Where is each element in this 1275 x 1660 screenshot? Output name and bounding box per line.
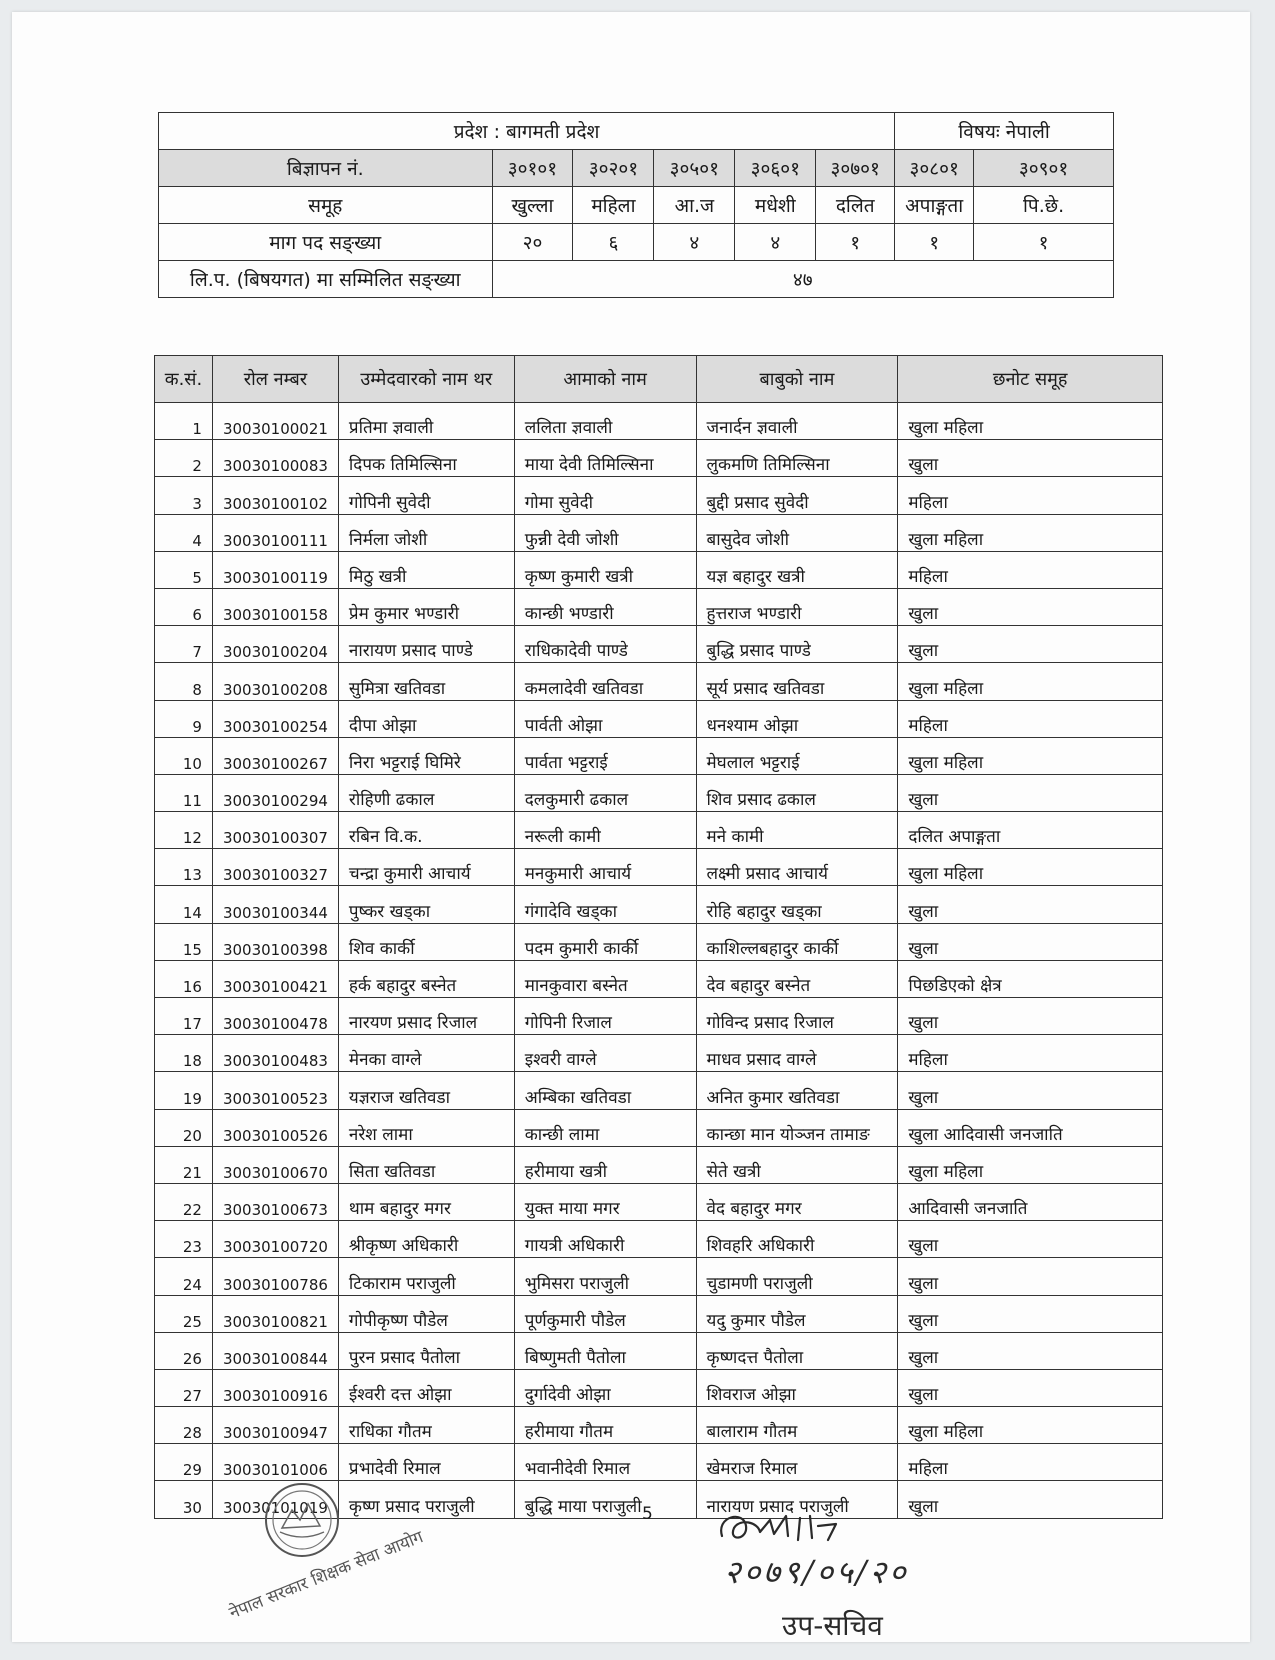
col-header-father: बाबुको नाम (696, 356, 898, 403)
row-roll-number: 30030100204 (212, 626, 338, 663)
row-roll-number: 30030100254 (212, 700, 338, 737)
row-roll-number: 30030100083 (212, 440, 338, 477)
row-father-name: यदु कुमार पौडेल (696, 1295, 898, 1332)
row-candidate-name: गोपीकृष्ण पौडेल (338, 1295, 514, 1332)
ad-number: ३०२०१ (573, 150, 654, 187)
row-father-name: काशिल्लबहादुर कार्की (696, 923, 898, 960)
row-serial-number: 23 (155, 1221, 213, 1258)
row-roll-number: 30030100344 (212, 886, 338, 923)
row-serial-number: 24 (155, 1258, 213, 1295)
row-roll-number: 30030100720 (212, 1221, 338, 1258)
row-candidate-name: ईश्वरी दत्त ओझा (338, 1369, 514, 1406)
row-roll-number: 30030100478 (212, 998, 338, 1035)
row-serial-number: 28 (155, 1407, 213, 1444)
row-roll-number: 30030100327 (212, 849, 338, 886)
row-mother-name: राधिकादेवी पाण्डे (514, 626, 696, 663)
ad-number-row (159, 150, 1114, 187)
row-roll-number: 30030101006 (212, 1444, 338, 1481)
document-page (12, 12, 1250, 1642)
row-selection-group: खुला (898, 774, 1163, 811)
row-mother-name: बुद्धि माया पराजुली (514, 1481, 696, 1518)
row-candidate-name: प्रेम कुमार भण्डारी (338, 588, 514, 625)
row-serial-number: 20 (155, 1109, 213, 1146)
row-father-name: मेघलाल भट्टराई (696, 737, 898, 774)
signature-mark (714, 1506, 854, 1552)
row-roll-number: 30030100523 (212, 1072, 338, 1109)
row-roll-number: 30030100916 (212, 1369, 338, 1406)
col-header-mother: आमाको नाम (514, 356, 696, 403)
ad-number: ३०६०१ (735, 150, 816, 187)
row-candidate-name: प्रभादेवी रिमाल (338, 1444, 514, 1481)
row-roll-number: 30030100021 (212, 403, 338, 440)
row-candidate-name: सिता खतिवडा (338, 1146, 514, 1183)
row-serial-number: 11 (155, 774, 213, 811)
post-count: ६ (573, 224, 654, 261)
row-selection-group: खुला (898, 1221, 1163, 1258)
row-serial-number: 7 (155, 626, 213, 663)
row-selection-group: खुला महिला (898, 663, 1163, 700)
row-candidate-name: शिव कार्की (338, 923, 514, 960)
row-selection-group: महिला (898, 1444, 1163, 1481)
row-selection-group: खुला महिला (898, 514, 1163, 551)
table-row (155, 514, 1163, 551)
row-candidate-name: दिपक तिमिल्सिना (338, 440, 514, 477)
table-row (155, 663, 1163, 700)
col-header-roll: रोल नम्बर (212, 356, 338, 403)
group-name: खुल्ला (492, 187, 573, 224)
row-roll-number: 30030100398 (212, 923, 338, 960)
row-mother-name: गोपिनी रिजाल (514, 998, 696, 1035)
row-serial-number: 13 (155, 849, 213, 886)
row-father-name: लक्ष्मी प्रसाद आचार्य (696, 849, 898, 886)
row-mother-name: ललिता ज्ञवाली (514, 403, 696, 440)
row-serial-number: 17 (155, 998, 213, 1035)
table-row (155, 1183, 1163, 1220)
row-father-name: कृष्णदत्त पैतोला (696, 1332, 898, 1369)
row-serial-number: 3 (155, 477, 213, 514)
province-label: प्रदेश : बागमती प्रदेश (159, 113, 895, 150)
row-candidate-name: पुरन प्रसाद पैतोला (338, 1332, 514, 1369)
row-mother-name: माया देवी तिमिल्सिना (514, 440, 696, 477)
group-name: मधेशी (735, 187, 816, 224)
row-father-name: बालाराम गौतम (696, 1407, 898, 1444)
row-father-name: शिव प्रसाद ढकाल (696, 774, 898, 811)
row-selection-group: खुला (898, 440, 1163, 477)
row-roll-number: 30030100111 (212, 514, 338, 551)
written-exam-count: ४७ (492, 261, 1114, 298)
row-roll-number: 30030100119 (212, 551, 338, 588)
row-serial-number: 10 (155, 737, 213, 774)
row-mother-name: दुर्गादेवी ओझा (514, 1369, 696, 1406)
group-name: अपाङ्गता (895, 187, 974, 224)
row-mother-name: इश्वरी वाग्ले (514, 1035, 696, 1072)
row-mother-name: गंगादेवि खड्का (514, 886, 696, 923)
table-row (155, 774, 1163, 811)
row-selection-group: खुला (898, 588, 1163, 625)
group-name: महिला (573, 187, 654, 224)
table-row (155, 1146, 1163, 1183)
row-mother-name: मनकुमारी आचार्य (514, 849, 696, 886)
row-candidate-name: सुमित्रा खतिवडा (338, 663, 514, 700)
group-name: दलित (816, 187, 895, 224)
row-candidate-name: गोपिनी सुवेदी (338, 477, 514, 514)
ad-number: ३०१०१ (492, 150, 573, 187)
row-mother-name: भुमिसरा पराजुली (514, 1258, 696, 1295)
row-candidate-name: चन्द्रा कुमारी आचार्य (338, 849, 514, 886)
row-serial-number: 19 (155, 1072, 213, 1109)
row-mother-name: भवानीदेवी रिमाल (514, 1444, 696, 1481)
col-header-group: छनोट समूह (898, 356, 1163, 403)
table-row (155, 998, 1163, 1035)
row-roll-number: 30030100947 (212, 1407, 338, 1444)
row-candidate-name: हर्क बहादुर बस्नेत (338, 960, 514, 997)
row-selection-group: आदिवासी जनजाति (898, 1183, 1163, 1220)
row-father-name: मने कामी (696, 812, 898, 849)
row-serial-number: 2 (155, 440, 213, 477)
row-father-name: यज्ञ बहादुर खत्री (696, 551, 898, 588)
row-candidate-name: कृष्ण प्रसाद पराजुली (338, 1481, 514, 1518)
group-row (159, 187, 1114, 224)
ad-number: ३०८०१ (895, 150, 974, 187)
row-selection-group: खुला महिला (898, 737, 1163, 774)
row-serial-number: 9 (155, 700, 213, 737)
table-row (155, 626, 1163, 663)
row-mother-name: बिष्णुमती पैतोला (514, 1332, 696, 1369)
table-row (155, 1369, 1163, 1406)
row-father-name: जनार्दन ज्ञवाली (696, 403, 898, 440)
row-selection-group: महिला (898, 1035, 1163, 1072)
seal-text: नेपाल सरकार शिक्षक सेवा आयोग (226, 1527, 427, 1624)
table-row (155, 551, 1163, 588)
row-candidate-name: प्रतिमा ज्ञवाली (338, 403, 514, 440)
row-selection-group: महिला (898, 477, 1163, 514)
row-selection-group: खुला (898, 923, 1163, 960)
row-roll-number: 30030100673 (212, 1183, 338, 1220)
row-candidate-name: टिकाराम पराजुली (338, 1258, 514, 1295)
table-row (155, 700, 1163, 737)
subject-label: विषयः नेपाली (895, 113, 1114, 150)
row-father-name: कान्छा मान योञ्जन तामाङ (696, 1109, 898, 1146)
row-roll-number: 30030100786 (212, 1258, 338, 1295)
row-candidate-name: निरा भट्टराई घिमिरे (338, 737, 514, 774)
row-candidate-name: मेनका वाग्ले (338, 1035, 514, 1072)
row-roll-number: 30030100294 (212, 774, 338, 811)
row-serial-number: 21 (155, 1146, 213, 1183)
row-candidate-name: दीपा ओझा (338, 700, 514, 737)
row-roll-number: 30030100102 (212, 477, 338, 514)
row-serial-number: 26 (155, 1332, 213, 1369)
row-mother-name: पार्वती ओझा (514, 700, 696, 737)
row-father-name: खेमराज रिमाल (696, 1444, 898, 1481)
row-roll-number: 30030100307 (212, 812, 338, 849)
row-selection-group: खुला (898, 1332, 1163, 1369)
row-father-name: देव बहादुर बस्नेत (696, 960, 898, 997)
row-roll-number: 30030100526 (212, 1109, 338, 1146)
table-row (155, 1221, 1163, 1258)
table-row (155, 1332, 1163, 1369)
row-serial-number: 16 (155, 960, 213, 997)
row-mother-name: पदम कुमारी कार्की (514, 923, 696, 960)
row-candidate-name: नारयण प्रसाद रिजाल (338, 998, 514, 1035)
signature-date: २०७९/०५/२० (724, 1553, 909, 1591)
ad-label: बिज्ञापन नं. (159, 150, 493, 187)
row-father-name: चुडामणी पराजुली (696, 1258, 898, 1295)
row-selection-group: खुला (898, 1481, 1163, 1518)
row-father-name: बुद्दी प्रसाद सुवेदी (696, 477, 898, 514)
candidate-table (154, 355, 1163, 1519)
row-mother-name: गोमा सुवेदी (514, 477, 696, 514)
table-row (155, 1109, 1163, 1146)
row-father-name: गोविन्द प्रसाद रिजाल (696, 998, 898, 1035)
row-roll-number: 30030100821 (212, 1295, 338, 1332)
row-candidate-name: पुष्कर खड्का (338, 886, 514, 923)
post-count: १ (974, 224, 1114, 261)
row-candidate-name: नरेश लामा (338, 1109, 514, 1146)
row-candidate-name: रोहिणी ढकाल (338, 774, 514, 811)
row-mother-name: नरूली कामी (514, 812, 696, 849)
post-count: १ (895, 224, 974, 261)
table-row (155, 403, 1163, 440)
row-selection-group: खुला (898, 1072, 1163, 1109)
row-father-name: धनश्याम ओझा (696, 700, 898, 737)
row-selection-group: महिला (898, 700, 1163, 737)
row-mother-name: पूर्णकुमारी पौडेल (514, 1295, 696, 1332)
row-mother-name: गायत्री अधिकारी (514, 1221, 696, 1258)
row-roll-number: 30030100208 (212, 663, 338, 700)
row-serial-number: 25 (155, 1295, 213, 1332)
row-mother-name: कान्छी भण्डारी (514, 588, 696, 625)
table-row (155, 923, 1163, 960)
row-serial-number: 30 (155, 1481, 213, 1518)
row-mother-name: अम्बिका खतिवडा (514, 1072, 696, 1109)
row-mother-name: कमलादेवी खतिवडा (514, 663, 696, 700)
row-candidate-name: रबिन वि.क. (338, 812, 514, 849)
candidate-header-row (155, 356, 1163, 403)
post-count: २० (492, 224, 573, 261)
posts-label: माग पद सङ्ख्या (159, 224, 493, 261)
page-number: 5 (642, 1504, 653, 1524)
table-row (155, 477, 1163, 514)
row-selection-group: दलित अपाङ्गता (898, 812, 1163, 849)
group-name: आ.ज (654, 187, 735, 224)
table-row (155, 812, 1163, 849)
row-father-name: शिवराज ओझा (696, 1369, 898, 1406)
row-roll-number: 30030100421 (212, 960, 338, 997)
row-candidate-name: मिठु खत्री (338, 551, 514, 588)
vacancy-summary-table (158, 112, 1114, 298)
row-father-name: लुकमणि तिमिल्सिना (696, 440, 898, 477)
row-mother-name: कृष्ण कुमारी खत्री (514, 551, 696, 588)
row-candidate-name: थाम बहादुर मगर (338, 1183, 514, 1220)
table-row (155, 886, 1163, 923)
table-row (155, 440, 1163, 477)
table-row (155, 960, 1163, 997)
signatory-title: उप-सचिव (782, 1609, 883, 1642)
row-serial-number: 8 (155, 663, 213, 700)
row-mother-name: हरीमाया गौतम (514, 1407, 696, 1444)
row-roll-number: 30030100267 (212, 737, 338, 774)
row-serial-number: 22 (155, 1183, 213, 1220)
row-serial-number: 27 (155, 1369, 213, 1406)
row-father-name: शिवहरि अधिकारी (696, 1221, 898, 1258)
row-mother-name: मानकुवारा बस्नेत (514, 960, 696, 997)
row-mother-name: युक्त माया मगर (514, 1183, 696, 1220)
table-row (155, 1444, 1163, 1481)
row-father-name: रोहि बहादुर खड्का (696, 886, 898, 923)
post-count: ४ (735, 224, 816, 261)
row-roll-number: 30030100483 (212, 1035, 338, 1072)
row-mother-name: फुन्नी देवी जोशी (514, 514, 696, 551)
posts-row (159, 224, 1114, 261)
table-row (155, 1295, 1163, 1332)
row-father-name: हुत्तराज भण्डारी (696, 588, 898, 625)
table-row (155, 1072, 1163, 1109)
row-serial-number: 14 (155, 886, 213, 923)
row-father-name: वेद बहादुर मगर (696, 1183, 898, 1220)
row-serial-number: 6 (155, 588, 213, 625)
row-selection-group: खुला (898, 886, 1163, 923)
table-row (155, 1258, 1163, 1295)
row-father-name: बासुदेव जोशी (696, 514, 898, 551)
row-selection-group: खुला महिला (898, 1407, 1163, 1444)
row-roll-number: 30030101019 (212, 1481, 338, 1518)
row-selection-group: खुला (898, 1369, 1163, 1406)
ad-number: ३०५०१ (654, 150, 735, 187)
row-candidate-name: निर्मला जोशी (338, 514, 514, 551)
table-row (155, 1035, 1163, 1072)
row-selection-group: खुला (898, 626, 1163, 663)
group-label: समूह (159, 187, 493, 224)
row-roll-number: 30030100158 (212, 588, 338, 625)
row-candidate-name: यज्ञराज खतिवडा (338, 1072, 514, 1109)
row-serial-number: 4 (155, 514, 213, 551)
written-exam-row (159, 261, 1114, 298)
col-header-sn: क.सं. (155, 356, 213, 403)
row-serial-number: 29 (155, 1444, 213, 1481)
written-exam-label: लि.प. (बिषयगत) मा सम्मिलित सङ्ख्या (159, 261, 493, 298)
row-selection-group: खुला आदिवासी जनजाति (898, 1109, 1163, 1146)
row-father-name: अनित कुमार खतिवडा (696, 1072, 898, 1109)
row-selection-group: खुला (898, 1258, 1163, 1295)
row-serial-number: 18 (155, 1035, 213, 1072)
seal-emblem-icon (266, 1484, 338, 1556)
row-father-name: माधव प्रसाद वाग्ले (696, 1035, 898, 1072)
row-roll-number: 30030100844 (212, 1332, 338, 1369)
table-row (155, 1407, 1163, 1444)
row-serial-number: 5 (155, 551, 213, 588)
table-row (155, 588, 1163, 625)
row-father-name: सूर्य प्रसाद खतिवडा (696, 663, 898, 700)
row-mother-name: हरीमाया खत्री (514, 1146, 696, 1183)
row-selection-group: पिछडिएको क्षेत्र (898, 960, 1163, 997)
row-roll-number: 30030100670 (212, 1146, 338, 1183)
row-serial-number: 15 (155, 923, 213, 960)
row-serial-number: 1 (155, 403, 213, 440)
table-row (155, 849, 1163, 886)
ad-number: ३०७०१ (816, 150, 895, 187)
row-selection-group: खुला (898, 998, 1163, 1035)
row-candidate-name: राधिका गौतम (338, 1407, 514, 1444)
post-count: १ (816, 224, 895, 261)
row-father-name: बुद्धि प्रसाद पाण्डे (696, 626, 898, 663)
row-selection-group: खुला महिला (898, 1146, 1163, 1183)
group-name: पि.छे. (974, 187, 1114, 224)
row-father-name: नारायण प्रसाद पराजुली (696, 1481, 898, 1518)
row-mother-name: पार्वता भट्टराई (514, 737, 696, 774)
row-selection-group: खुला महिला (898, 403, 1163, 440)
row-selection-group: खुला महिला (898, 849, 1163, 886)
row-mother-name: दलकुमारी ढकाल (514, 774, 696, 811)
row-candidate-name: नारायण प्रसाद पाण्डे (338, 626, 514, 663)
row-serial-number: 12 (155, 812, 213, 849)
table-row (155, 737, 1163, 774)
row-candidate-name: श्रीकृष्ण अधिकारी (338, 1221, 514, 1258)
post-count: ४ (654, 224, 735, 261)
row-selection-group: महिला (898, 551, 1163, 588)
ad-number: ३०९०१ (974, 150, 1114, 187)
row-father-name: सेते खत्री (696, 1146, 898, 1183)
col-header-name: उम्मेदवारको नाम थर (338, 356, 514, 403)
row-selection-group: खुला (898, 1295, 1163, 1332)
summary-header-row (159, 113, 1114, 150)
row-mother-name: कान्छी लामा (514, 1109, 696, 1146)
